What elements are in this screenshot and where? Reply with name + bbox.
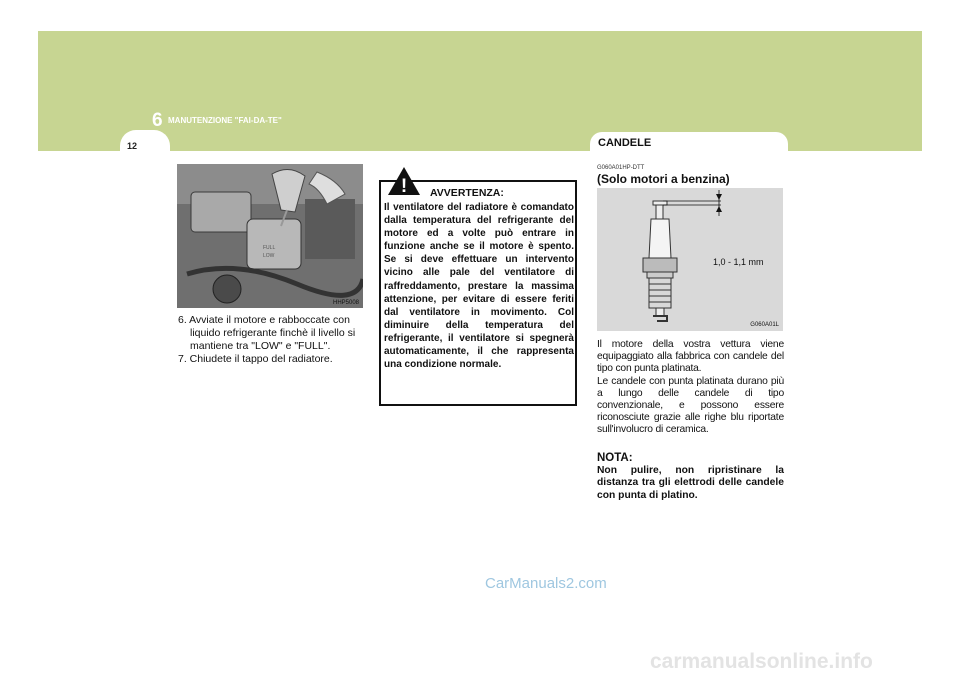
body-text	[597, 339, 784, 437]
note-text: Non pulire, non ripristinare la distanza tra gli elettrodi delle candele con punta di platino.	[597, 465, 784, 501]
reference-code: G060A01HP-DTT	[597, 165, 645, 171]
step-7: 7. Chiudete il tappo del radiatore.	[178, 353, 333, 365]
svg-text:LOW: LOW	[263, 253, 275, 259]
electrode-gap-label: 1,0 - 1,1 mm	[713, 257, 764, 267]
note-title: NOTA:	[597, 452, 633, 464]
warning-symbol: !	[400, 176, 408, 196]
warning-text: Il ventilatore del radiatore è comandato dalla temperatura del refrigerante del motore ed a volte può entrare in funzione anche se il motore è spento. Se si deve effettuare un intervento vicino alle pale del ventilatore di raffreddamento, prestare la massima attenzione, per evitare di essere feriti dal ventilatore in movimento. Col diminuire della temperatura del refrigerante, il ventilatore si spegnerà automaticamente, il che rappresenta una condizione normale.	[384, 202, 574, 371]
watermark-carmanuals2[interactable]: CarManuals2.com	[485, 575, 607, 592]
watermark-carmanualsonline[interactable]: carmanualsonline.info	[650, 650, 873, 673]
warning-title: AVVERTENZA:	[430, 187, 504, 199]
header-band	[38, 31, 922, 151]
paragraph-1: Il motore della vostra vettura viene equipaggiato alla fabbrica con candele del tipo con punta platinata.	[597, 339, 784, 375]
refill-steps	[172, 314, 364, 366]
chapter-number: 6	[152, 110, 163, 131]
section-title: CANDELE	[598, 137, 652, 149]
radiator-refill-photo	[177, 164, 363, 308]
warning-triangle-icon	[387, 166, 421, 196]
paragraph-2: Le candele con punta platinata durano più a lungo delle candele di tipo convenzionale, e possono essere riconosciute grazie alle righe blu riportate sull'involucro di ceramica.	[597, 375, 784, 436]
svg-text:FULL: FULL	[263, 245, 276, 251]
page-number: 12	[127, 141, 138, 151]
photo-code: HHP5008	[332, 300, 359, 306]
figure-code: G060A01L	[750, 322, 779, 328]
subheading: (Solo motori a benzina)	[597, 172, 730, 186]
chapter-title: MANUTENZIONE "FAI-DA-TE"	[168, 116, 282, 125]
step-6: 6. Avviate il motore e rabboccate con liquido refrigerante finchè il livello si mantiene tra "LOW" e "FULL".	[178, 314, 356, 352]
